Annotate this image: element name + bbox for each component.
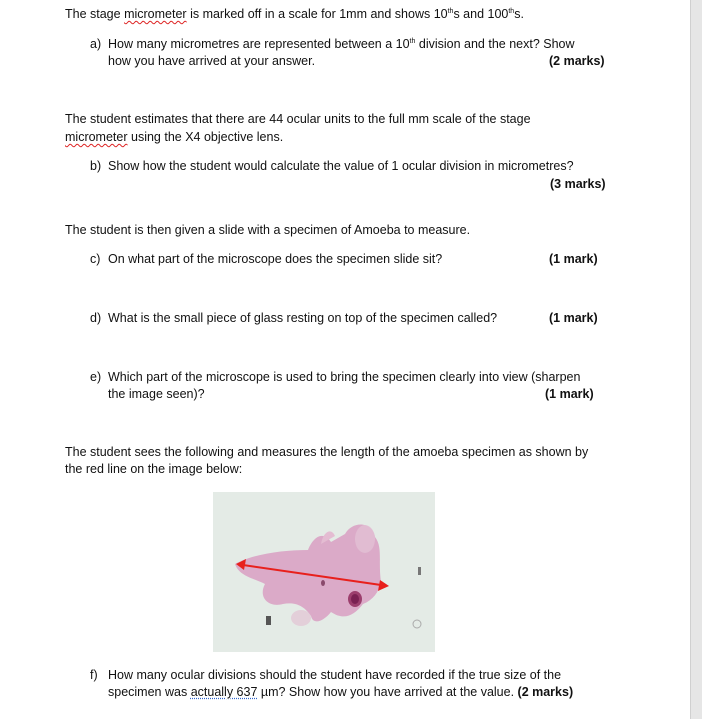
amoeba-image bbox=[213, 492, 435, 652]
question-c-marks: (1 mark) bbox=[549, 252, 598, 266]
question-e-marks: (1 mark) bbox=[545, 387, 594, 401]
question-f-text: How many ocular divisions should the student have recorded if the true size of the bbox=[108, 668, 562, 682]
question-a-text: How many micrometres are represented between a 10th division and the next? Show bbox=[108, 37, 575, 51]
question-e-text: Which part of the microscope is used to bring the specimen clearly into view (sharpen bbox=[108, 370, 581, 384]
paragraph-measure-2: the red line on the image below: bbox=[65, 462, 243, 476]
question-c-text: On what part of the microscope does the specimen slide sit? bbox=[108, 252, 443, 266]
question-f-text-2: specimen was actually 637 µm? Show how you have arrived at the value. (2 marks) bbox=[108, 685, 574, 699]
question-c-label: c) bbox=[90, 252, 101, 266]
question-b-label: b) bbox=[90, 159, 102, 173]
question-d-text: What is the small piece of glass resting on top of the specimen called? bbox=[108, 311, 498, 325]
paragraph-estimate: The student estimates that there are 44 ocular units to the full mm scale of the stage bbox=[65, 112, 531, 126]
question-b-text: Show how the student would calculate the value of 1 ocular division in micrometres? bbox=[108, 159, 574, 173]
question-e-label: e) bbox=[90, 370, 102, 384]
question-d-marks: (1 mark) bbox=[549, 311, 598, 325]
question-e-text-2: the image seen)? bbox=[108, 387, 205, 401]
paragraph-measure: The student sees the following and measures the length of the amoeba specimen as shown by bbox=[65, 445, 589, 459]
question-f-label: f) bbox=[90, 668, 98, 682]
question-a-marks: (2 marks) bbox=[549, 54, 605, 68]
amoeba-illustration bbox=[213, 492, 435, 652]
question-a-text-2: how you have arrived at your answer. bbox=[108, 54, 316, 68]
scrollbar-gutter[interactable] bbox=[690, 0, 702, 719]
question-a-label: a) bbox=[90, 37, 102, 51]
paragraph-slide: The student is then given a slide with a specimen of Amoeba to measure. bbox=[65, 223, 471, 237]
question-d-label: d) bbox=[90, 311, 102, 325]
question-b-marks: (3 marks) bbox=[550, 177, 606, 191]
intro-text: The stage micrometer is marked off in a scale for 1mm and shows 10ths and 100ths. bbox=[65, 7, 524, 21]
paragraph-estimate-2: micrometer using the X4 objective lens. bbox=[65, 130, 284, 144]
